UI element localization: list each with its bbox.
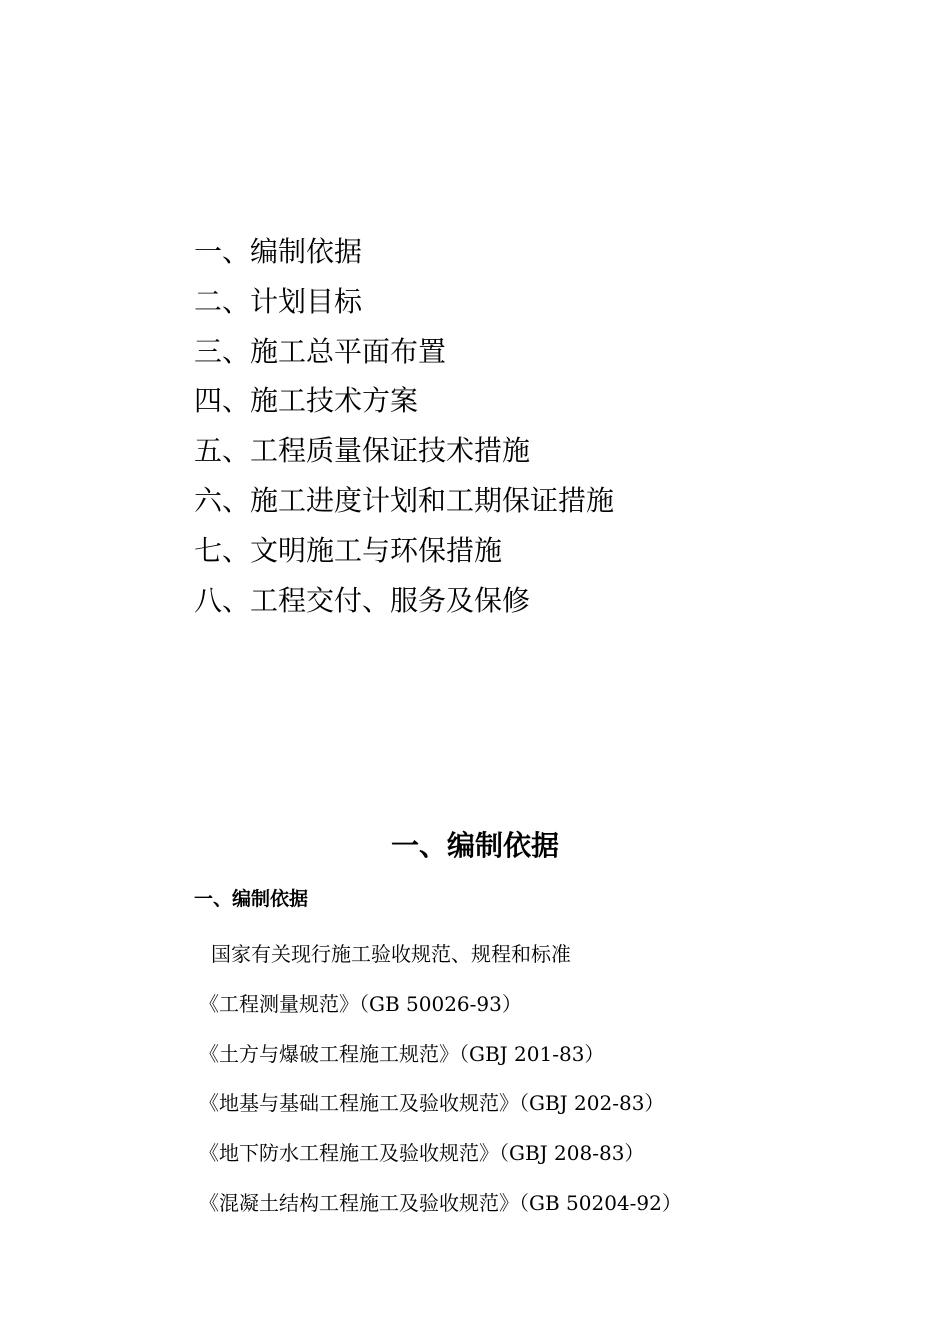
reference-line-1: 《工程测量规范》（GB 50026-93） <box>199 991 522 1016</box>
reference-line-3: 《地基与基础工程施工及验收规范》（GBJ 202-83） <box>199 1091 665 1116</box>
intro-line: 国家有关现行施工验收规范、规程和标准 <box>211 942 571 966</box>
toc-item-6: 六、施工进度计划和工期保证措施 <box>194 483 615 517</box>
toc-item-4: 四、施工技术方案 <box>194 384 419 418</box>
reference-line-4: 《地下防水工程施工及验收规范》（GBJ 208-83） <box>199 1141 645 1166</box>
table-of-contents <box>194 227 614 625</box>
toc-item-7: 七、文明施工与环保措施 <box>194 533 503 567</box>
section-body <box>0 930 682 1229</box>
reference-line-5: 《混凝土结构工程施工及验收规范》（GB 50204-92） <box>199 1190 682 1215</box>
toc-item-3: 三、施工总平面布置 <box>194 334 447 368</box>
reference-line-2: 《土方与爆破工程施工规范》（GBJ 201-83） <box>199 1041 605 1066</box>
section-title: 一、编制依据 <box>390 829 559 862</box>
toc-item-2: 二、计划目标 <box>194 284 363 318</box>
subsection-title: 一、编制依据 <box>194 888 309 910</box>
toc-item-8: 八、工程交付、服务及保修 <box>194 583 531 617</box>
toc-item-1: 一、编制依据 <box>194 235 363 268</box>
toc-item-5: 五、工程质量保证技术措施 <box>194 434 531 468</box>
